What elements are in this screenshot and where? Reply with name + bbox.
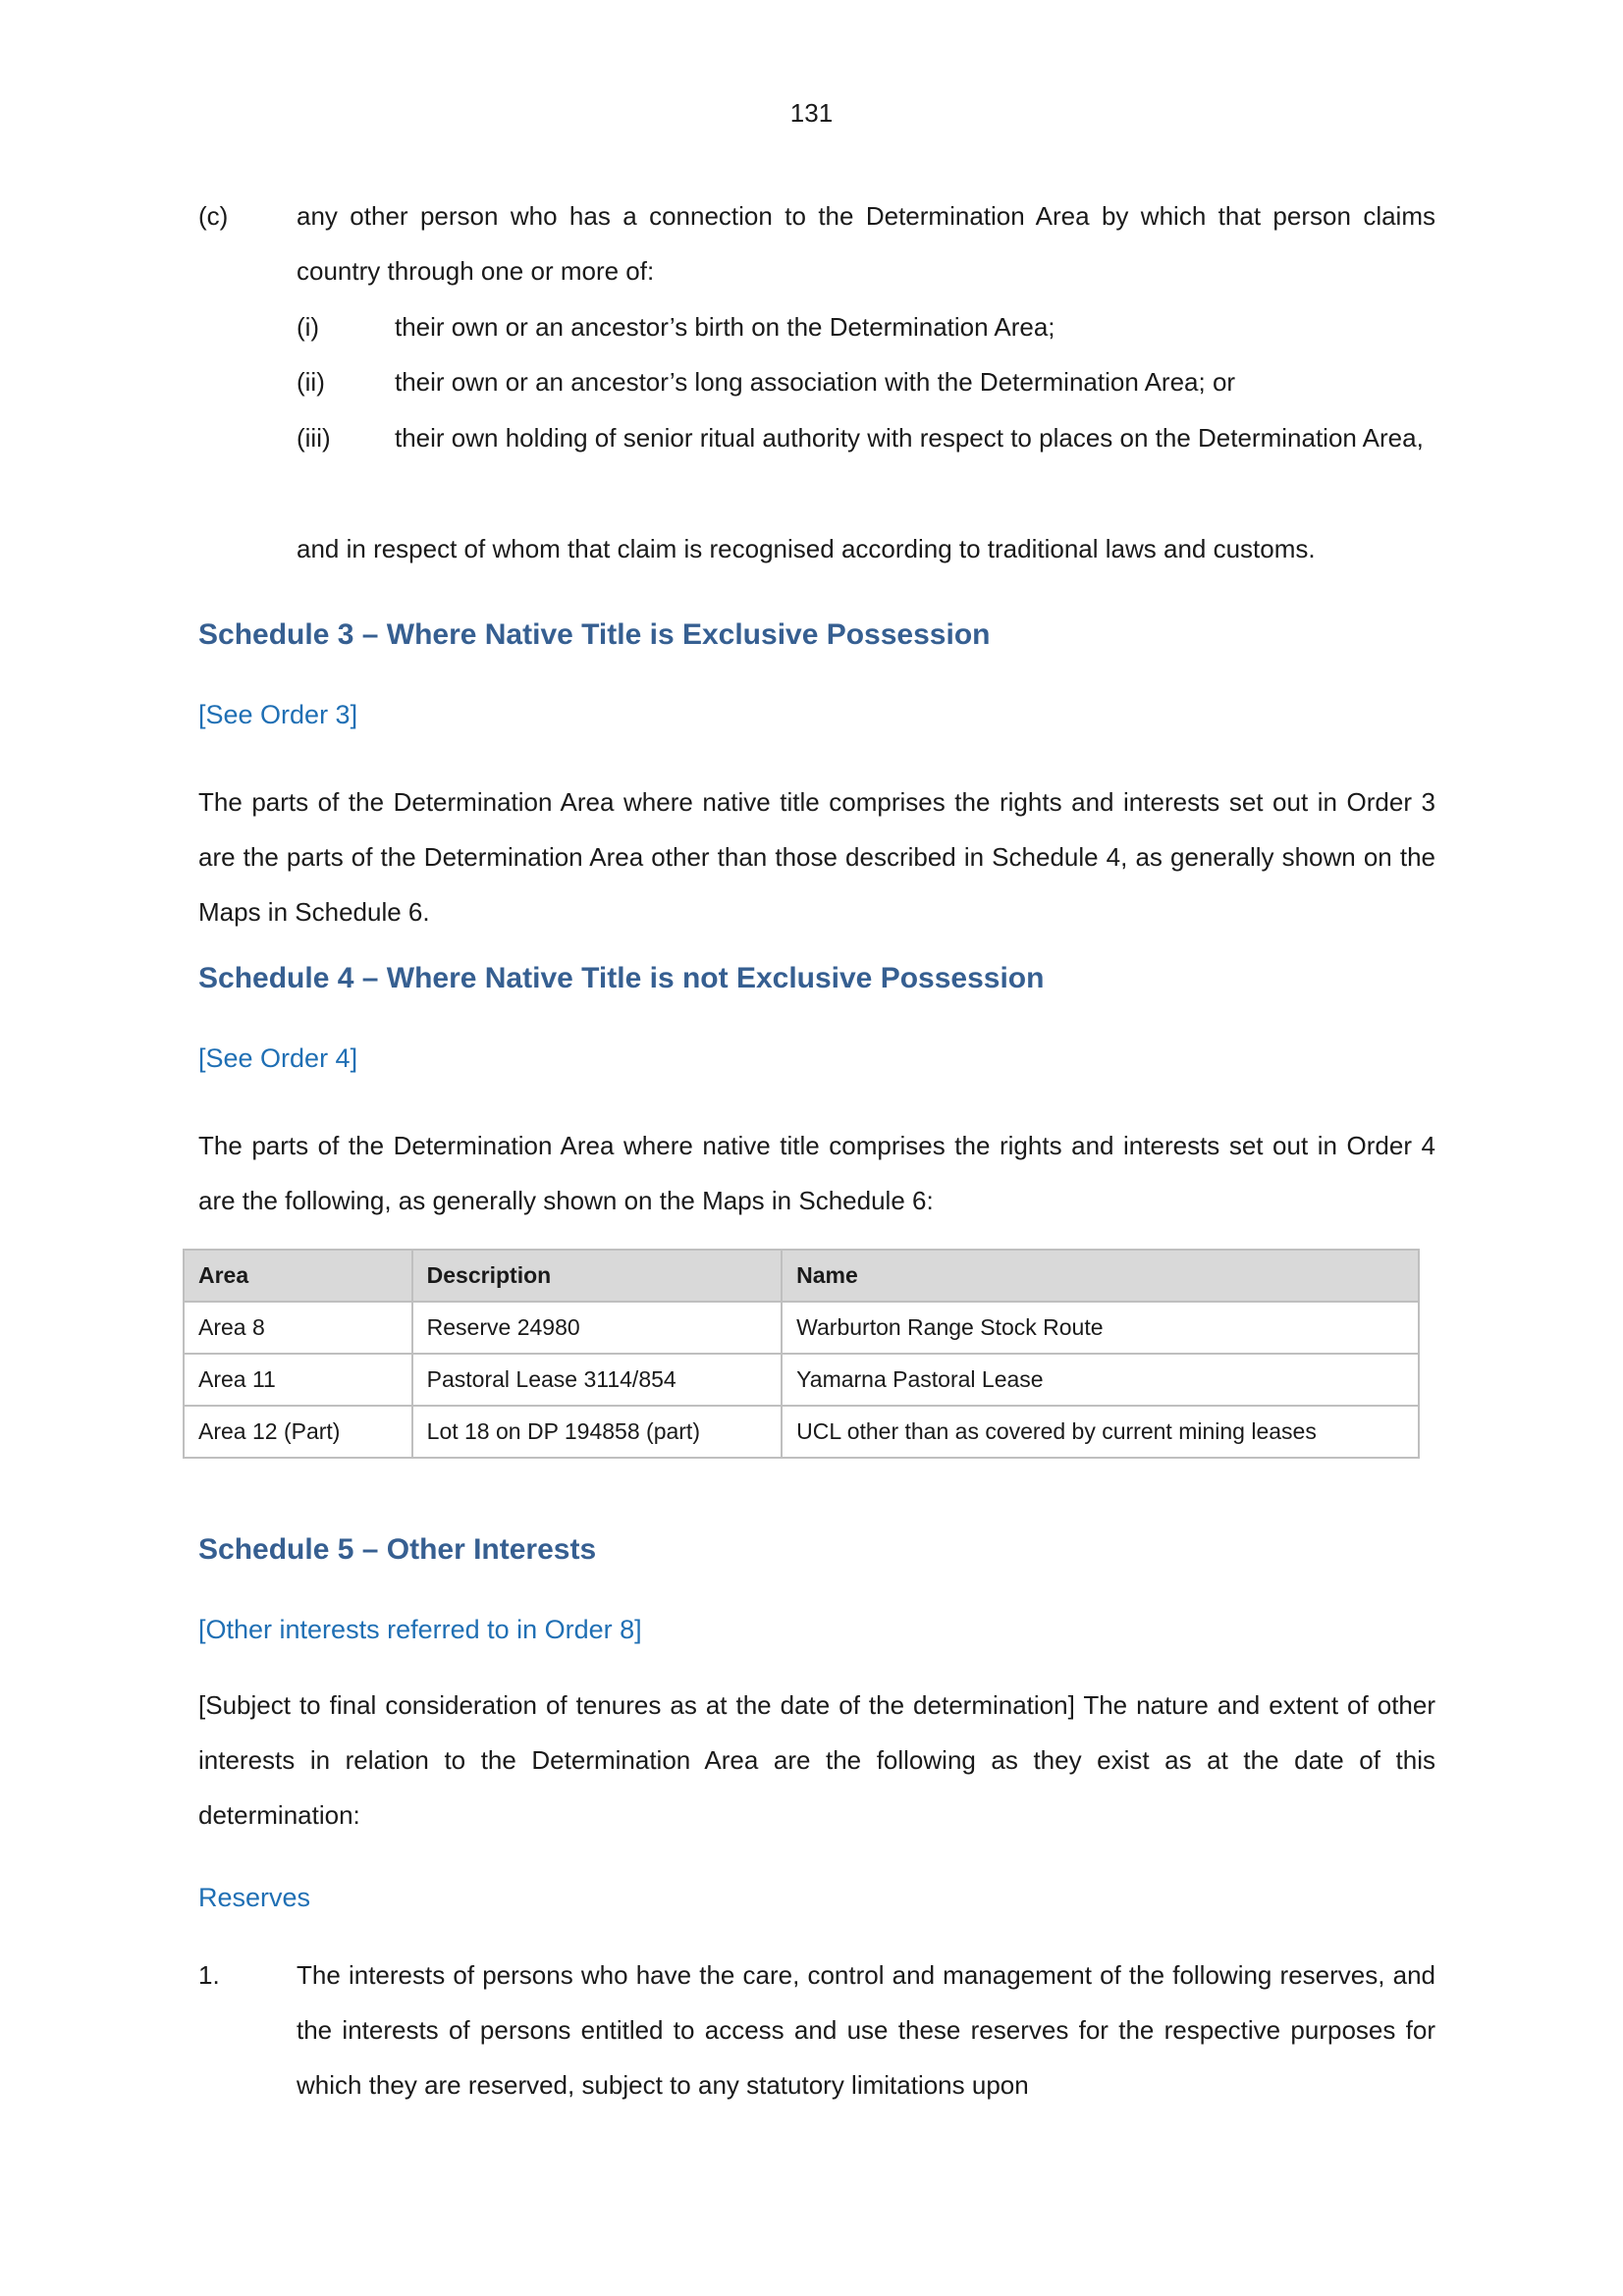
table-row [184, 1354, 1419, 1406]
clause-c-text: any other person who has a connection to the Determination Area by which that person claims country through one or more of: [297, 201, 1435, 286]
clause-c-subitem-ii [297, 354, 1435, 409]
cell-area: Area 8 [184, 1302, 412, 1354]
clause-c-subitem-i [297, 299, 1435, 354]
cell-name: Yamarna Pastoral Lease [782, 1354, 1419, 1406]
subitem-text: their own holding of senior ritual authority with respect to places on the Determination Area, [395, 423, 1424, 453]
subitem-label: (i) [297, 312, 320, 342]
schedule-4-text: The parts of the Determination Area where native title comprises the rights and interests set out in Order 4 are the following, as generally shown on the Maps in Schedule 6: [198, 1131, 1435, 1215]
column-header-area: Area [184, 1250, 412, 1302]
schedule-4-paragraph [198, 1118, 1435, 1228]
clause-c-subitem-iii [297, 410, 1435, 465]
schedule-4-table [183, 1249, 1420, 1459]
column-header-name: Name [782, 1250, 1419, 1302]
clause-c [198, 188, 1435, 298]
schedule-3-paragraph [198, 774, 1435, 939]
page-number: 131 [789, 98, 834, 128]
schedule-5-order-ref: [Other interests referred to in Order 8] [198, 1615, 642, 1644]
schedule-3-text: The parts of the Determination Area where native title comprises the rights and interests set out in Order 3 are the parts of the Determination Area other than those described in Schedule 4, as generally shown on the Maps in Schedule 6. [198, 787, 1435, 927]
subitem-label: (ii) [297, 367, 325, 397]
schedule-3-heading: Schedule 3 – Where Native Title is Exclusive Possession [198, 618, 991, 651]
table-row [184, 1302, 1419, 1354]
subitem-text: their own or an ancestor’s birth on the Determination Area; [395, 312, 1055, 342]
reserves-item-1 [198, 1948, 1435, 2112]
schedule-4-heading: Schedule 4 – Where Native Title is not Exclusive Possession [198, 962, 1045, 994]
subitem-label: (iii) [297, 423, 331, 453]
cell-description: Pastoral Lease 3114/854 [412, 1354, 782, 1406]
item-1-text: The interests of persons who have the care, control and management of the following reserves, and the interests of persons entitled to access and use these reserves for the respective purposes for which they are reserved, subject to any statutory limitations upon [297, 1960, 1435, 2100]
table-header-row [184, 1250, 1419, 1302]
schedule-3-order-ref: [See Order 3] [198, 700, 358, 729]
subitem-text: their own or an ancestor’s long association with the Determination Area; or [395, 367, 1236, 397]
reserves-subheading: Reserves [198, 1883, 311, 1912]
cell-description: Reserve 24980 [412, 1302, 782, 1354]
cell-name: Warburton Range Stock Route [782, 1302, 1419, 1354]
schedule-5-heading: Schedule 5 – Other Interests [198, 1533, 597, 1566]
cell-area: Area 12 (Part) [184, 1406, 412, 1458]
clause-c-label: (c) [198, 201, 229, 231]
clause-c-closing [297, 521, 1435, 576]
item-1-label: 1. [198, 1960, 220, 1990]
cell-description: Lot 18 on DP 194858 (part) [412, 1406, 782, 1458]
table-row [184, 1406, 1419, 1458]
cell-name: UCL other than as covered by current mining leases [782, 1406, 1419, 1458]
column-header-description: Description [412, 1250, 782, 1302]
clause-c-closing-text: and in respect of whom that claim is recognised according to traditional laws and customs. [297, 534, 1316, 563]
schedule-5-paragraph [198, 1678, 1435, 1842]
schedule-5-text: [Subject to final consideration of tenures as at the date of the determination] The nature and extent of other interests in relation to the Determination Area are the following as they exist as at the date of this determination: [198, 1690, 1435, 1830]
cell-area: Area 11 [184, 1354, 412, 1406]
schedule-4-order-ref: [See Order 4] [198, 1043, 358, 1073]
